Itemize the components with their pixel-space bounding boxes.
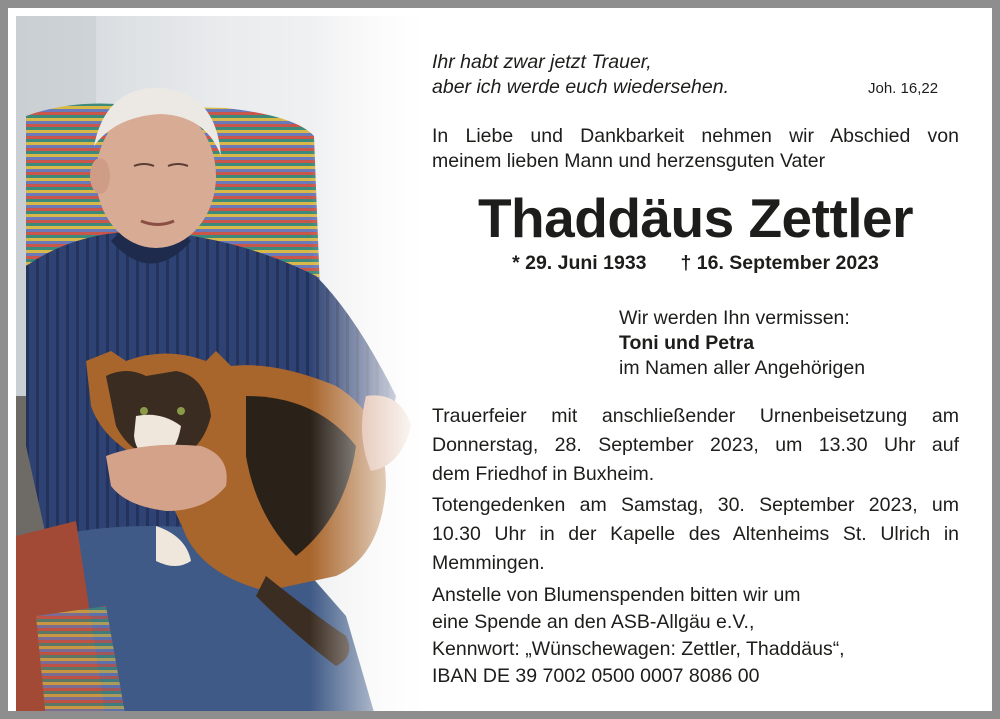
quote-line: Ihr habt zwar jetzt Trauer, [432, 51, 652, 73]
bible-quote [432, 50, 729, 100]
memorial-line: 10.30 Uhr in der Kapelle des Altenheims St. Ulrich in [432, 523, 959, 545]
funeral-line: dem Friedhof in Buxheim. [432, 463, 655, 485]
deceased-name: Thaddäus Zettler [477, 187, 914, 249]
mourners-names: Toni und Petra [619, 332, 755, 354]
death-date: † 16. September 2023 [680, 252, 879, 274]
portrait-photo [16, 16, 424, 719]
quote-source: Joh. 16,22 [868, 80, 939, 97]
donation-line: Anstelle von Blumenspenden bitten wir um [432, 584, 801, 606]
farewell-intro [432, 124, 959, 174]
iban: IBAN DE 39 7002 0500 0007 8086 00 [432, 665, 760, 687]
donation-line: eine Spende an den ASB-Allgäu e.V., [432, 611, 755, 633]
life-dates [432, 252, 959, 275]
donation-info [432, 582, 959, 690]
memorial-info [432, 491, 959, 578]
memorial-line: Totengedenken am Samstag, 30. September 2023, um [432, 494, 959, 516]
mourners-block [619, 306, 865, 381]
funeral-info [432, 402, 959, 489]
memorial-line: Memmingen. [432, 552, 545, 574]
intro-line: In Liebe und Dankbarkeit nehmen wir Abschied von [432, 125, 959, 147]
birth-date: * 29. Juni 1933 [512, 252, 647, 274]
quote-line: aber ich werde euch wiedersehen. [432, 76, 730, 98]
mourners-line: Wir werden Ihn vermissen: [619, 307, 850, 329]
funeral-line: Donnerstag, 28. September 2023, um 13.30 Uhr auf [432, 434, 959, 456]
funeral-line: Trauerfeier mit anschließender Urnenbeisetzung am [432, 405, 959, 427]
mourners-line: im Namen aller Angehörigen [619, 357, 866, 379]
donation-line: Kennwort: „Wünschewagen: Zettler, Thaddäus“, [432, 638, 845, 660]
intro-line: meinem lieben Mann und herzensguten Vater [432, 150, 826, 172]
